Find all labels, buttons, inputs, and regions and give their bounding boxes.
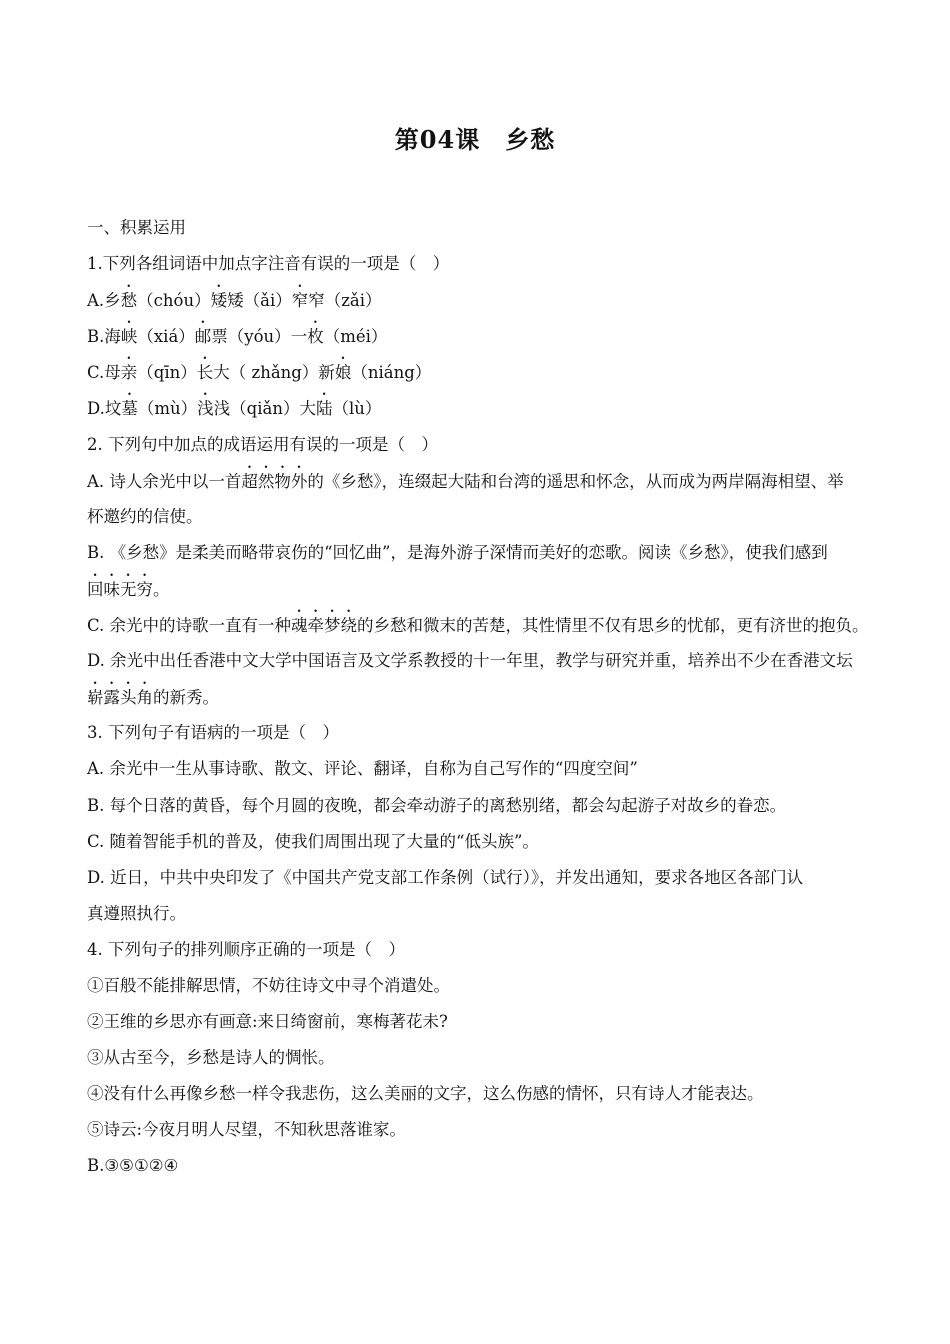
text-segment: 1.下列各组词语中加点字注音有误的一项是（ ） xyxy=(87,254,450,274)
q2-option-b-line1 xyxy=(87,535,927,571)
q3-option-d-line1 xyxy=(87,860,927,896)
emphasized-text: 超然物外 xyxy=(241,471,308,491)
text-segment: 票（yóu）一 xyxy=(211,327,308,347)
text-segment: B. 每个日落的黄昏，每个月圆的夜晚，都会牵动游子的离愁别绪，都会勾起游子对故乡的眷恋。 xyxy=(87,795,787,815)
text-segment: （qīn） xyxy=(137,363,197,383)
emphasized-text: 陆 xyxy=(315,399,333,419)
section-heading xyxy=(87,210,927,246)
q3-stem xyxy=(87,715,927,751)
text-segment: 。 xyxy=(153,579,170,599)
page-title: 第04课 乡愁 xyxy=(394,125,556,154)
q2-option-a-line2 xyxy=(87,499,927,535)
emphasized-text: 魂牵梦绕 xyxy=(291,616,358,636)
text-segment: 浅（qiǎn）大 xyxy=(213,399,316,419)
q3-option-c xyxy=(87,824,927,860)
q3-option-b xyxy=(87,788,927,824)
emphasized-text: 亲 xyxy=(120,363,138,383)
text-segment: 2. 下列句中加点的成语运用有误的一项是（ ） xyxy=(87,434,438,454)
q4-sentence-1 xyxy=(87,968,927,1004)
q3-option-d-line2 xyxy=(87,896,927,932)
emphasized-text: 枚 xyxy=(307,327,324,347)
text-segment: A.乡 xyxy=(87,291,121,311)
q2-stem xyxy=(87,427,927,463)
text-segment: （niáng） xyxy=(351,363,432,383)
q4-sentence-2 xyxy=(87,1004,927,1040)
text-segment: 窄（zǎi） xyxy=(308,291,382,311)
text-segment: 4. 下列句子的排列顺序正确的一项是（ ） xyxy=(87,939,405,959)
q1-option-b xyxy=(87,318,927,354)
emphasized-text: 愁 xyxy=(120,291,138,311)
text-segment: 一、积累运用 xyxy=(87,218,186,237)
q2-option-c xyxy=(87,607,927,643)
q4-option-b xyxy=(87,1148,927,1184)
text-segment: ①百般不能排解思情，不妨往诗文中寻个消遣处。 xyxy=(87,975,450,995)
text-segment: 真遵照执行。 xyxy=(87,903,186,923)
text-segment: 大（ zhǎng）新 xyxy=(213,363,335,383)
q4-sentence-4 xyxy=(87,1076,927,1112)
text-segment: （xiá） xyxy=(137,327,195,347)
text-segment: B.海 xyxy=(87,327,121,347)
q3-option-a xyxy=(87,751,927,787)
emphasized-text: 墓 xyxy=(121,399,138,419)
q2-option-d-line2 xyxy=(87,679,927,715)
q2-option-d-line1 xyxy=(87,643,927,679)
text-segment: （mù） xyxy=(137,399,198,419)
q2-option-b-line2 xyxy=(87,571,927,607)
text-segment: D. 余光中出任香港中文大学中国语言及文学系教授的十一年里，教学与研究并重，培养出不少在香港文坛 xyxy=(87,651,853,671)
text-segment: 杯邀约的信使。 xyxy=(87,506,203,526)
text-segment: 3. 下列句子有语病的一项是（ ） xyxy=(87,723,339,743)
emphasized-text: 邮 xyxy=(194,327,212,347)
emphasized-text: 长 xyxy=(196,363,214,383)
emphasized-text: 回味无穷 xyxy=(87,579,153,599)
emphasized-text: 窄 xyxy=(291,291,309,311)
text-segment: ⑤诗云:今夜月明人尽望，不知秋思落谁家。 xyxy=(87,1120,407,1140)
text-segment: ②王维的乡思亦有画意:来日绮窗前，寒梅著花未? xyxy=(87,1012,448,1032)
q4-sentence-5 xyxy=(87,1112,927,1148)
text-segment: C.母 xyxy=(87,363,121,383)
text-segment: A. 余光中一生从事诗歌、散文、评论、翻译，自称为自己写作的“四度空间” xyxy=(87,759,638,779)
text-segment: ③从古至今，乡愁是诗人的惆怅。 xyxy=(87,1048,335,1068)
emphasized-text: 娘 xyxy=(334,363,352,383)
q1-option-a xyxy=(87,282,927,318)
q4-sentence-3 xyxy=(87,1040,927,1076)
text-segment: D.坟 xyxy=(87,399,122,419)
emphasized-text: 矮 xyxy=(210,291,228,311)
text-segment: A. 诗人余光中以一首 xyxy=(87,471,242,491)
emphasized-text: 浅 xyxy=(197,399,214,419)
q2-option-a-line1 xyxy=(87,463,927,499)
text-segment: 的新秀。 xyxy=(153,688,219,708)
document-body xyxy=(87,210,927,1185)
text-segment: ④没有什么再像乡愁一样令我悲伤，这么美丽的文字，这么伤感的情怀，只有诗人才能表达。 xyxy=(87,1084,764,1104)
text-segment: 的乡愁和微末的苦楚，其性情里不仅有思乡的忧郁，更有济世的抱负。 xyxy=(357,616,869,636)
text-segment: 的《乡愁》，连缀起大陆和台湾的遥思和怀念，从而成为两岸隔海相望、举 xyxy=(307,471,844,491)
text-segment: （chóu） xyxy=(137,291,211,311)
text-segment: （lù） xyxy=(332,399,382,419)
q1-stem xyxy=(87,246,927,282)
emphasized-text: 崭露头角 xyxy=(87,688,153,708)
q1-option-c xyxy=(87,354,927,390)
q4-stem xyxy=(87,932,927,968)
text-segment: B. 《乡愁》是柔美而略带哀伤的“回忆曲”，是海外游子深情而美好的恋歌。阅读《乡愁》，使我们感到 xyxy=(87,542,828,562)
text-segment: 矮（ǎi） xyxy=(227,291,292,311)
text-segment: C. 余光中的诗歌一直有一种 xyxy=(87,616,292,636)
text-segment: D. 近日，中共中央印发了《中国共产党支部工作条例（试行）》，并发出通知，要求各地区各部门认 xyxy=(87,867,804,887)
text-segment: B.③⑤①②④ xyxy=(87,1156,179,1176)
text-segment: C. 随着智能手机的普及，使我们周围出现了大量的“低头族”。 xyxy=(87,831,539,851)
q1-option-d xyxy=(87,390,927,426)
text-segment: （méi） xyxy=(323,327,388,347)
emphasized-text: 峡 xyxy=(120,327,138,347)
